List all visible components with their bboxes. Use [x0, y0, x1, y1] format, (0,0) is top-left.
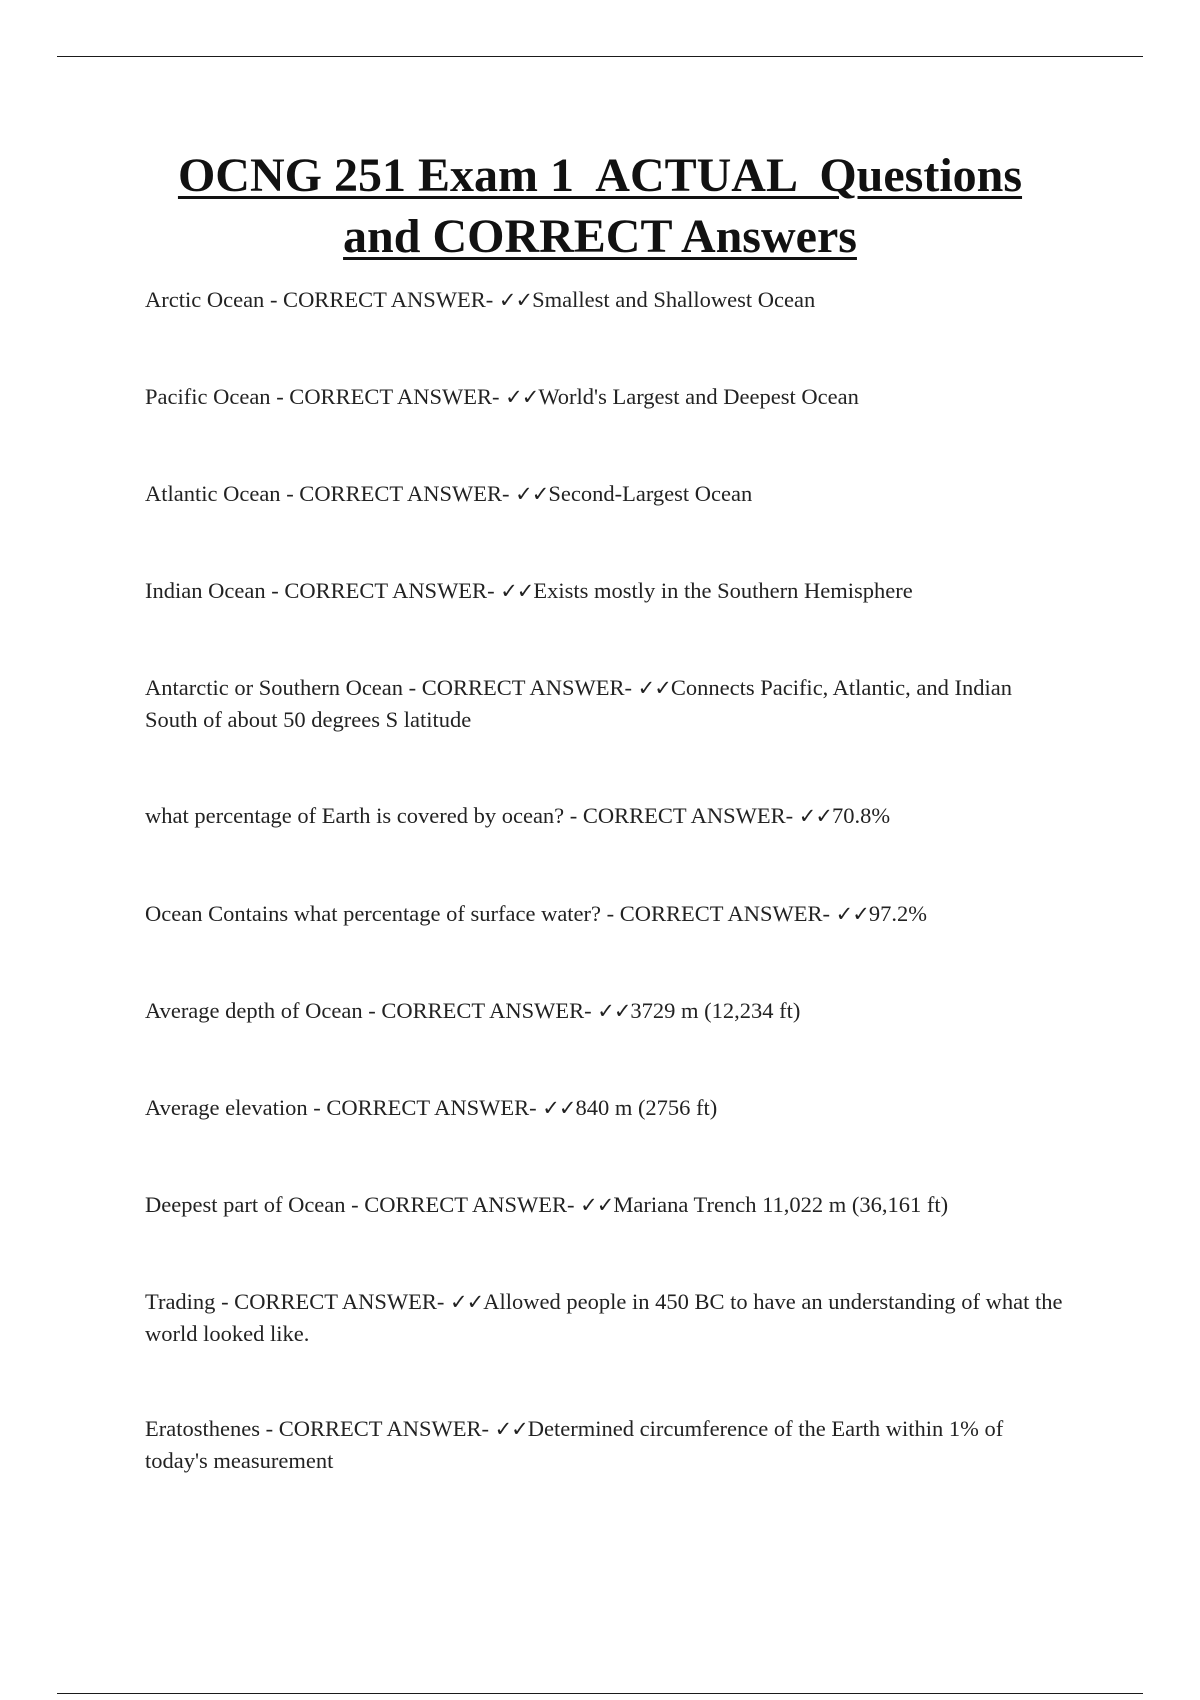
qa-term: Deepest part of Ocean [145, 1192, 346, 1217]
answer-separator: - CORRECT ANSWER- [265, 578, 501, 603]
qa-item [145, 478, 1065, 510]
answer-separator: - CORRECT ANSWER- [362, 998, 598, 1023]
answer-separator: - CORRECT ANSWER- [215, 1289, 451, 1314]
answer-separator: - CORRECT ANSWER- [259, 1416, 495, 1441]
answer-separator: - CORRECT ANSWER- [345, 1192, 581, 1217]
qa-answer: Determined circumference of the Earth within 1% of today's measurement [145, 1416, 1004, 1473]
qa-item [145, 1189, 1065, 1221]
answer-separator: - CORRECT ANSWER- [264, 287, 499, 312]
qa-item [145, 1413, 1065, 1476]
answer-separator: - CORRECT ANSWER- [280, 481, 516, 506]
double-check-icon: ✓✓ [500, 579, 534, 603]
qa-item [145, 800, 1065, 832]
qa-answer: Second-Largest Ocean [548, 481, 753, 506]
qa-answer: Smallest and Shallowest Ocean [532, 287, 816, 312]
top-rule [57, 56, 1143, 57]
qa-answer: 840 m (2756 ft) [575, 1095, 718, 1120]
qa-item [145, 1092, 1065, 1124]
qa-answer: 3729 m (12,234 ft) [630, 998, 801, 1023]
qa-answer: Connects Pacific, Atlantic, and Indian South of about 50 degrees S latitude [145, 675, 1013, 732]
qa-term: Average elevation [145, 1095, 308, 1120]
qa-term: Antarctic or Southern Ocean [145, 675, 404, 700]
double-check-icon: ✓✓ [515, 482, 549, 506]
answer-separator: - CORRECT ANSWER- [564, 803, 799, 828]
qa-term: Indian Ocean [145, 578, 266, 603]
qa-item [145, 284, 1065, 316]
double-check-icon: ✓✓ [450, 1290, 484, 1314]
qa-item [145, 898, 1065, 930]
double-check-icon: ✓✓ [798, 804, 832, 828]
qa-item [145, 995, 1065, 1027]
qa-item [145, 672, 1065, 735]
qa-term: Ocean Contains what percentage of surface water? [145, 901, 602, 926]
qa-term: Atlantic Ocean [145, 481, 281, 506]
answer-separator: - CORRECT ANSWER- [601, 901, 836, 926]
qa-item [145, 1286, 1065, 1349]
answer-separator: - CORRECT ANSWER- [403, 675, 638, 700]
answer-separator: - CORRECT ANSWER- [307, 1095, 543, 1120]
page-title [0, 145, 1200, 267]
qa-term: what percentage of Earth is covered by ocean? [145, 803, 565, 828]
double-check-icon: ✓✓ [542, 1096, 576, 1120]
double-check-icon: ✓✓ [597, 999, 631, 1023]
qa-item [145, 381, 1065, 413]
qa-term: Trading [145, 1289, 216, 1314]
answer-separator: - CORRECT ANSWER- [270, 384, 506, 409]
title-line-1: OCNG 251 Exam 1 ACTUAL Questions [177, 149, 1023, 202]
qa-term: Eratosthenes [145, 1416, 260, 1441]
title-line-2: and CORRECT Answers [343, 210, 857, 263]
qa-answer: World's Largest and Deepest Ocean [538, 384, 859, 409]
double-check-icon: ✓✓ [498, 288, 533, 312]
qa-term: Average depth of Ocean [145, 998, 363, 1023]
double-check-icon: ✓✓ [494, 1417, 528, 1441]
qa-answer: 97.2% [868, 901, 927, 926]
double-check-icon: ✓✓ [505, 385, 539, 409]
qa-answer: Allowed people in 450 BC to have an understanding of what the world looked like. [145, 1289, 1063, 1346]
double-check-icon: ✓✓ [637, 676, 671, 700]
qa-term: Pacific Ocean [145, 384, 271, 409]
qa-answer: Exists mostly in the Southern Hemisphere [533, 578, 913, 603]
qa-term: Arctic Ocean [145, 287, 265, 312]
qa-answer: 70.8% [831, 803, 891, 828]
bottom-rule [57, 1693, 1143, 1694]
qa-item [145, 575, 1065, 607]
double-check-icon: ✓✓ [835, 902, 869, 926]
double-check-icon: ✓✓ [580, 1193, 614, 1217]
qa-answer: Mariana Trench 11,022 m (36,161 ft) [613, 1192, 949, 1217]
